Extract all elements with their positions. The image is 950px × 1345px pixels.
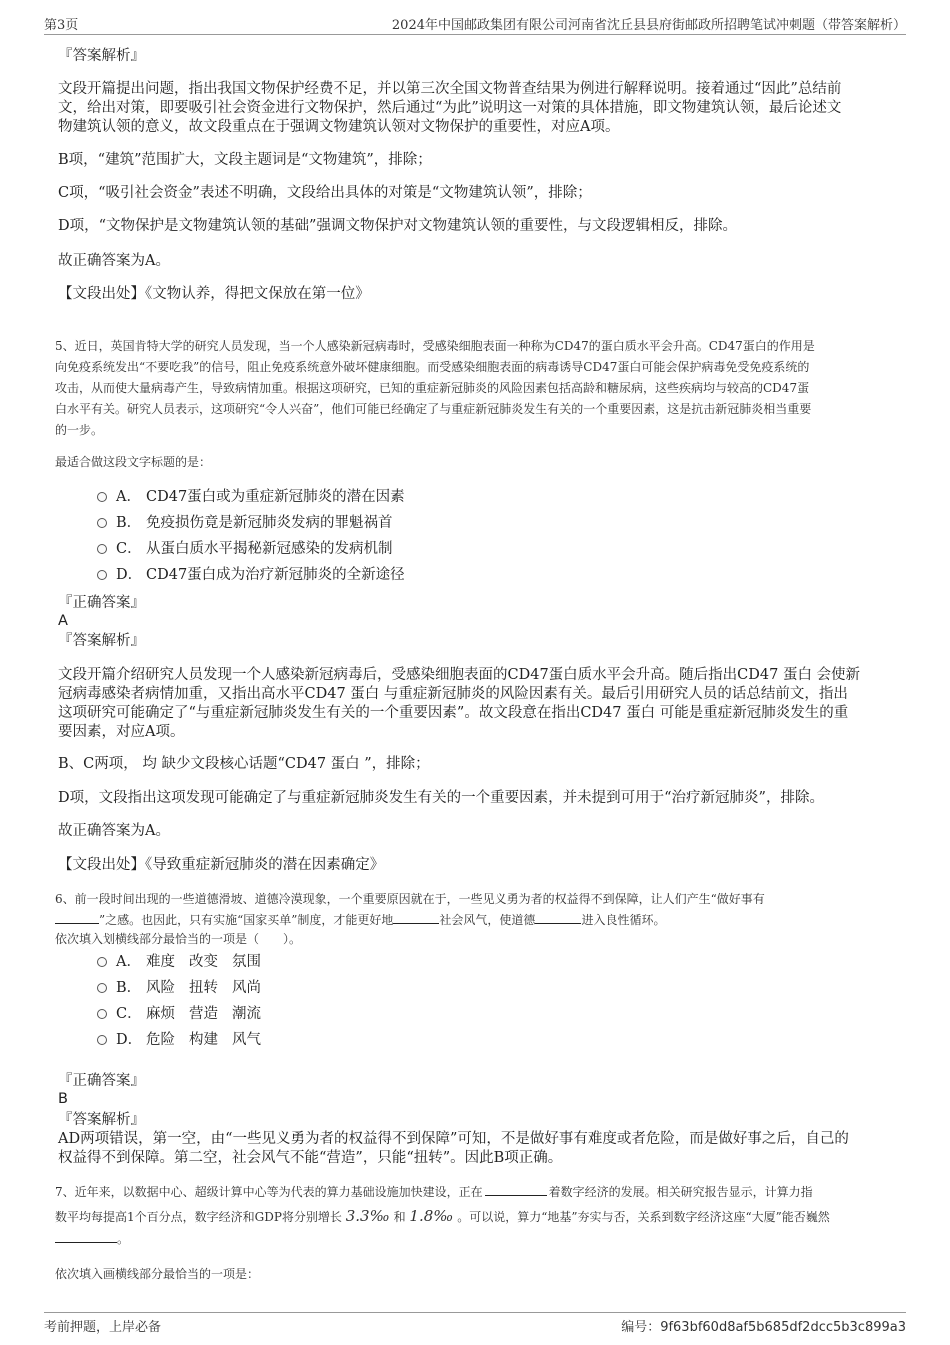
radio-icon[interactable] — [97, 518, 107, 528]
q5-stem-line-4: 白水平有关。研究人员表示，这项研究“令人兴奋”，他们可能已经确定了与重症新冠肺炎发生有关的一个重要因素，这是抗击新冠肺炎相当重要 — [55, 402, 812, 416]
q6-answer: B — [58, 1091, 68, 1107]
q6-option-d[interactable]: D． 危险 构建 风气 — [97, 1030, 275, 1050]
q5-analysis-line-2: 冠病毒感染者病情加重，又指出高水平CD47 蛋白 与重症新冠肺炎的风险因素有关。最后引用研究人员的话总结前文，指出 — [58, 686, 848, 702]
q5-source: 【文段出处】《导致重症新冠肺炎的潜在因素确定》 — [58, 857, 385, 873]
q4-source: 【文段出处】《文物认养，得把文保放在第一位》 — [58, 286, 370, 302]
q4-option-b-analysis: B项，“建筑”范围扩大，文段主题词是“文物建筑”，排除； — [58, 152, 432, 168]
q7-stem-line-1: 7、近年来，以数据中心、超级计算中心等为代表的算力基础设施加快建设，正在 着数字经济的发展。相关研究报告显示，计算力指 — [55, 1185, 813, 1199]
q4-analysis-line-2: 文，给出对策，即要吸引社会资金进行文物保护，然后通过“为此”说明这一对策的具体措施，即文物建筑认领，最后论述文 — [58, 100, 842, 116]
q7-stem-line-3: 。 — [55, 1229, 129, 1250]
blank-2 — [393, 923, 439, 924]
q7-stem-line-2: 数平均每提高1个百分点，数字经济和GDP将分别增长 3.3‰ 和 1.8‰ 。可以说，算力“地基”夯实与否，关系到数字经济这座“大厦”能否巍然 — [55, 1207, 830, 1225]
document-title: 2024年中国邮政集团有限公司河南省沈丘县县府街邮政所招聘笔试冲刺题（带答案解析） — [391, 18, 906, 33]
q5-option-d-analysis: D项，文段指出这项发现可能确定了与重症新冠肺炎发生有关的一个重要因素，并未提到可用于“治疗新冠肺炎”，排除。 — [58, 790, 824, 806]
page-number: 第3页 — [44, 18, 79, 33]
q5-analysis-label: 『答案解析』 — [58, 633, 145, 649]
growth-rate-2: 1.8‰ — [409, 1207, 454, 1225]
q5-prompt: 最适合做这段文字标题的是： — [55, 455, 212, 469]
page-header — [44, 12, 906, 35]
radio-icon[interactable] — [97, 570, 107, 580]
q4-analysis-line-3: 物建筑认领的意义，故文段重点在于强调文物建筑认领对文物保护的重要性，对应A项。 — [58, 119, 620, 135]
q6-stem-line-2: ”之感。也因此，只有实施“国家买单”制度，才能更好地 社会风气，使道德 进入良性循环。 — [55, 910, 665, 931]
q4-analysis-label: 『答案解析』 — [58, 48, 145, 64]
q7-prompt: 依次填入画横线部分最恰当的一项是： — [55, 1267, 260, 1281]
q5-analysis-line-1: 文段开篇介绍研究人员发现一个人感染新冠病毒后，受感染细胞表面的CD47蛋白质水平会升高。随后指出CD47 蛋白 会使新 — [58, 667, 861, 683]
blank-3 — [535, 923, 581, 924]
q6-answer-label: 『正确答案』 — [58, 1073, 145, 1089]
radio-icon[interactable] — [97, 1009, 107, 1019]
radio-icon[interactable] — [97, 492, 107, 502]
q5-option-bc-analysis: B、C两项， 均 缺少文段核心话题“CD47 蛋白 ”，排除； — [58, 756, 430, 772]
q5-stem-line-1: 5、近日，英国肯特大学的研究人员发现，当一个人感染新冠病毒时，受感染细胞表面一种称为CD47的蛋白质水平会升高。CD47蛋白的作用是 — [55, 339, 815, 353]
q6-option-a[interactable]: A． 难度 改变 氛围 — [97, 952, 275, 972]
q6-analysis-line-2: 权益得不到保障。第二空，社会风气不能“营造”，只能“扭转”。因此B项正确。 — [58, 1150, 563, 1166]
q4-analysis-line-1: 文段开篇提出问题，指出我国文物保护经费不足，并以第三次全国文物普查结果为例进行解释说明。接着通过“因此”总结前 — [58, 81, 842, 97]
q4-option-d-analysis: D项，“文物保护是文物建筑认领的基础”强调文物保护对文物建筑认领的重要性，与文段逻辑相反，排除。 — [58, 218, 737, 234]
q4-option-c-analysis: C项，“吸引社会资金”表述不明确，文段给出具体的对策是“文物建筑认领”，排除； — [58, 185, 592, 201]
q6-stem-line-1: 6、前一段时间出现的一些道德滑坡、道德冷漠现象，一个重要原因就在于，一些见义勇为者的权益得不到保障，让人们产生“做好事有 — [55, 892, 765, 906]
radio-icon[interactable] — [97, 544, 107, 554]
q5-conclusion: 故正确答案为A。 — [58, 823, 170, 839]
q6-analysis-label: 『答案解析』 — [58, 1112, 145, 1128]
radio-icon[interactable] — [97, 957, 107, 967]
q5-option-a[interactable]: A． CD47蛋白或为重症新冠肺炎的潜在因素 — [97, 487, 405, 507]
q4-conclusion: 故正确答案为A。 — [58, 253, 170, 269]
q6-prompt: 依次填入划横线部分最恰当的一项是（ ）。 — [55, 932, 302, 946]
footer-slogan: 考前押题，上岸必备 — [44, 1320, 162, 1335]
blank-1 — [485, 1195, 547, 1196]
q6-option-b[interactable]: B． 风险 扭转 风尚 — [97, 978, 275, 998]
q6-analysis-line-1: AD两项错误，第一空，由“一些见义勇为者的权益得不到保障”可知，不是做好事有难度或者危险，而是做好事之后，自己的 — [58, 1131, 849, 1147]
page-footer — [44, 1312, 906, 1335]
q6-option-c[interactable]: C． 麻烦 营造 潮流 — [97, 1004, 275, 1024]
q5-analysis-line-4: 要因素，对应A项。 — [58, 724, 185, 740]
growth-rate-1: 3.3‰ — [345, 1207, 390, 1225]
radio-icon[interactable] — [97, 983, 107, 993]
document-id: 编号：9f63bf60d8af5b685df2dcc5b3c899a3 — [621, 1320, 906, 1335]
q5-answer: A — [58, 613, 68, 629]
q5-option-d[interactable]: D． CD47蛋白成为治疗新冠肺炎的全新途径 — [97, 565, 405, 585]
q5-analysis-line-3: 这项研究可能确定了“与重症新冠肺炎发生有关的一个重要因素”。故文段意在指出CD47 蛋白 可能是重症新冠肺炎发生的重 — [58, 705, 849, 721]
q5-stem-line-5: 的一步。 — [55, 423, 104, 437]
q5-option-b[interactable]: B． 免疫损伤竟是新冠肺炎发病的罪魁祸首 — [97, 513, 393, 533]
radio-icon[interactable] — [97, 1035, 107, 1045]
blank-1 — [55, 923, 99, 924]
blank-2 — [55, 1242, 117, 1243]
q5-stem-line-3: 攻击，从而使大量病毒产生，导致病情加重。根据这项研究，已知的重症新冠肺炎的风险因素包括高龄和糖尿病，这些疾病均与较高的CD47蛋 — [55, 381, 810, 395]
q5-option-c[interactable]: C． 从蛋白质水平揭秘新冠感染的发病机制 — [97, 539, 393, 559]
q5-answer-label: 『正确答案』 — [58, 595, 145, 611]
q5-stem-line-2: 向免疫系统发出“不要吃我”的信号，阻止免疫系统意外破坏健康细胞。而受感染细胞表面的病毒诱导CD47蛋白可能会保护病毒免受免疫系统的 — [55, 360, 810, 374]
